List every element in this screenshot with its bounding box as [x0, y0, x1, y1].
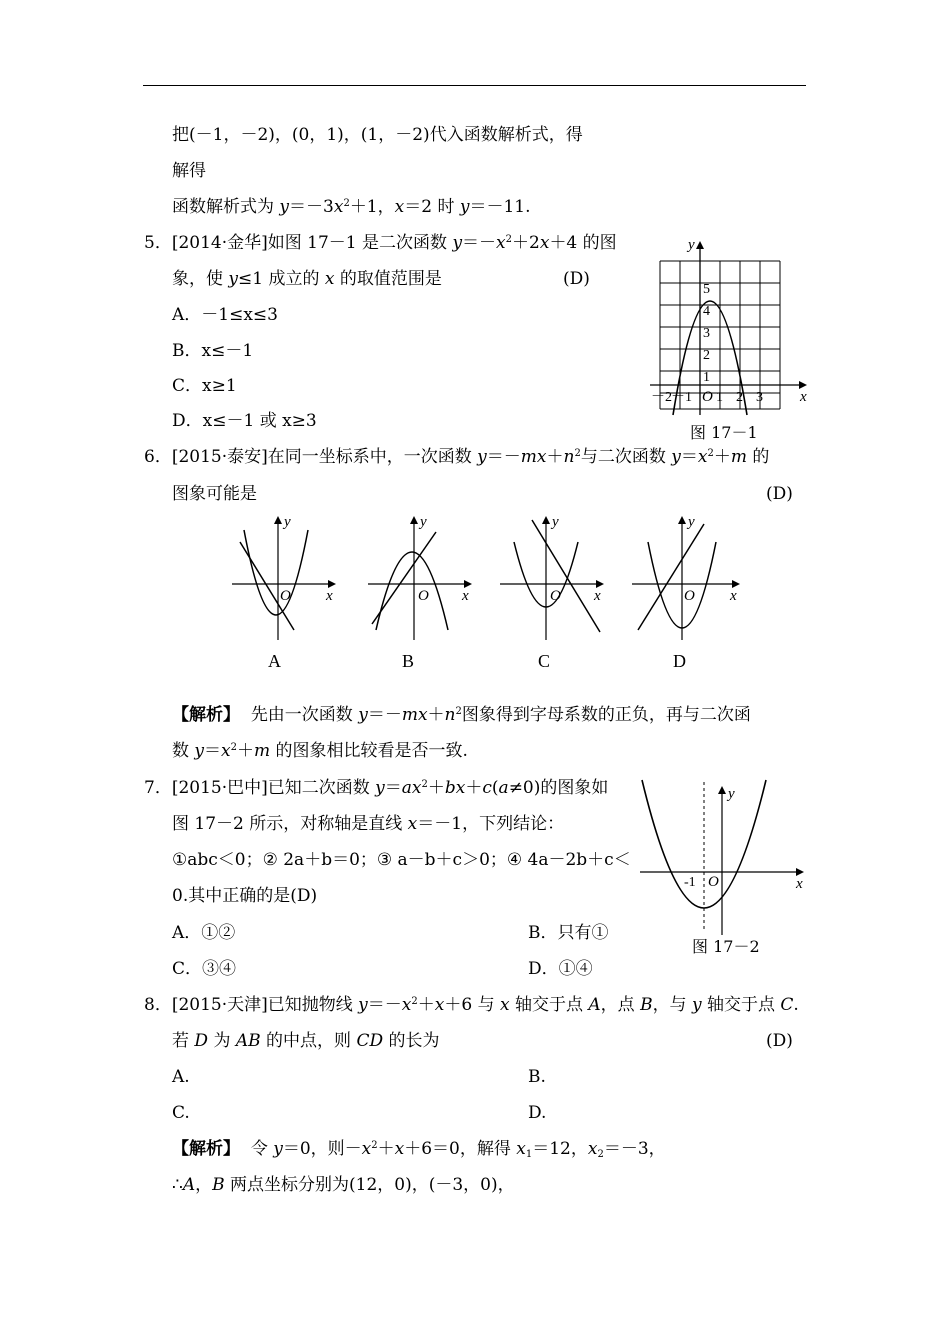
- q5-stem-line-2: 象，使 y≤1 成立的 x 的取值范围是: [172, 269, 442, 289]
- q8-option-d: D.: [528, 1103, 547, 1123]
- figure-17-2: [640, 780, 810, 940]
- q5-stem-line-1: 5．[2014·金华]如图 17－1 是二次函数 $y=-x^2+2x+4$ 的图: [144, 233, 617, 253]
- fig2-tick-minus-1: -1: [684, 875, 696, 890]
- graph-a-line: [240, 542, 294, 630]
- q7-stem-line-3: ①abc＜0；② 2a＋b＝0；③ a－b＋c＞0；④ 4a－2b＋c＜: [172, 850, 631, 870]
- q5-option-c: C．x≥1: [172, 376, 237, 396]
- fig1-x-label: x: [800, 389, 807, 405]
- fig1-ytick-5: 5: [703, 282, 710, 297]
- q7-stem-line-2: 图 17－2 所示，对称轴是直线 x＝－1，下列结论：: [172, 814, 565, 834]
- q6-graph-c: [500, 512, 610, 642]
- fig1-ytick-3: 3: [703, 326, 710, 341]
- fig1-xtick-2: 2: [736, 390, 743, 405]
- graph-a-y-label: y: [284, 514, 291, 530]
- graph-b-parabola: [376, 552, 448, 630]
- graph-d-origin: O: [684, 588, 695, 604]
- q6-graph-a-label: A: [268, 651, 281, 671]
- fig1-ytick-4: 4: [703, 304, 710, 319]
- graph-c-line: [532, 520, 600, 632]
- q8-analysis-line-1: 【解析】 令 y＝0，则$-x^2+x+6=0$，解得 $x_1=12$，$x_2=-3$，: [172, 1139, 666, 1160]
- graph-b-origin: O: [418, 588, 429, 604]
- figure-17-2-caption: 图 17－2: [692, 937, 760, 956]
- graph-c-origin: O: [550, 588, 561, 604]
- q7-option-c: C．③④: [172, 959, 237, 979]
- fig1-xtick-3: 3: [756, 390, 763, 405]
- graph-b-x-label: x: [462, 588, 469, 604]
- graph-a-origin: O: [280, 588, 291, 604]
- q6-graph-d-label: D: [673, 651, 686, 671]
- q5-option-b: B．x≤－1: [172, 341, 254, 361]
- fig1-ytick-1: 1: [703, 370, 710, 385]
- q5-option-d: D．x≤－1 或 x≥3: [172, 411, 317, 431]
- solution-line-2: 解得: [172, 161, 206, 181]
- q8-analysis-line-2: ∴A，B 两点坐标分别为(12，0)，(－3，0)，: [172, 1175, 515, 1195]
- q8-option-c: C.: [172, 1103, 190, 1123]
- graph-a-x-label: x: [326, 588, 333, 604]
- q5-answer: (D): [563, 269, 590, 289]
- fig2-x-label: x: [796, 876, 803, 892]
- q6-graph-d: [632, 512, 747, 642]
- fig1-ytick-2: 2: [703, 348, 710, 363]
- q6-analysis-line-2: 数 $y=x^2+m$ 的图象相比较看是否一致.: [172, 741, 468, 761]
- q7-option-a: A．①②: [172, 923, 236, 943]
- q6-graph-b-label: B: [402, 651, 415, 671]
- graph-c-x-label: x: [594, 588, 601, 604]
- q7-option-d: D．①④: [528, 959, 593, 979]
- q8-option-a: A.: [172, 1067, 190, 1087]
- q8-stem-line-1: 8．[2015·天津]已知抛物线 $y=-x^2+x+6$ 与 x 轴交于点 A，点 B，与 y 轴交于点 C.: [144, 995, 799, 1015]
- q7-stem-line-1: 7．[2015·巴中]已知二次函数 $y=ax^2+bx+c(a\ne 0)$的图象如: [144, 778, 609, 798]
- fig1-xtick-1: 1: [716, 390, 723, 405]
- q7-stem-line-4: 0.其中正确的是(D): [172, 886, 318, 906]
- graph-b-line: [372, 532, 436, 624]
- q5-option-a: A．－1≤x≤3: [172, 305, 278, 325]
- solution-line-1: 把(－1，－2)，(0，1)，(1，－2)代入函数解析式，得: [172, 125, 583, 145]
- graph-d-x-label: x: [730, 588, 737, 604]
- figure-17-1: [645, 235, 820, 415]
- q8-option-b: B.: [528, 1067, 546, 1087]
- fig1-xtick-m2: －2: [651, 390, 672, 405]
- figure-17-1-caption: 图 17－1: [690, 423, 758, 442]
- q8-stem-line-2: 若 D 为 AB 的中点，则 CD 的长为: [172, 1031, 440, 1051]
- fig2-y-label: y: [728, 786, 735, 802]
- graph-c-y-label: y: [552, 514, 559, 530]
- q6-graph-c-label: C: [538, 651, 551, 671]
- header-rule: [143, 85, 806, 86]
- q6-stem-line-1: 6．[2015·泰安]在同一坐标系中，一次函数 $y=-mx+n^2$与二次函数 $y=x^2+m$ 的: [144, 447, 770, 467]
- q6-graph-b: [368, 512, 478, 642]
- q6-stem-line-2: 图象可能是: [172, 484, 257, 504]
- q6-answer: (D): [766, 484, 793, 504]
- graph-b-y-label: y: [420, 514, 427, 530]
- fig1-xtick-m1: －1: [671, 390, 692, 405]
- graph-a-parabola: [244, 530, 308, 615]
- fig2-origin: O: [708, 874, 719, 890]
- graph-d-y-label: y: [688, 514, 695, 530]
- fig1-origin: O: [702, 389, 713, 405]
- fig1-y-label: y: [688, 237, 695, 253]
- solution-line-3: 函数解析式为 $y=-3x^2+1$，x＝2 时 y＝－11.: [172, 197, 531, 217]
- q8-answer: (D): [766, 1031, 793, 1051]
- q6-graph-a: [232, 512, 342, 642]
- q7-option-b: B．只有①: [528, 923, 609, 943]
- q6-analysis-line-1: 【解析】 先由一次函数 $y=-mx+n^2$图象得到字母系数的正负，再与二次函: [172, 705, 751, 725]
- graph-d-line: [638, 524, 704, 630]
